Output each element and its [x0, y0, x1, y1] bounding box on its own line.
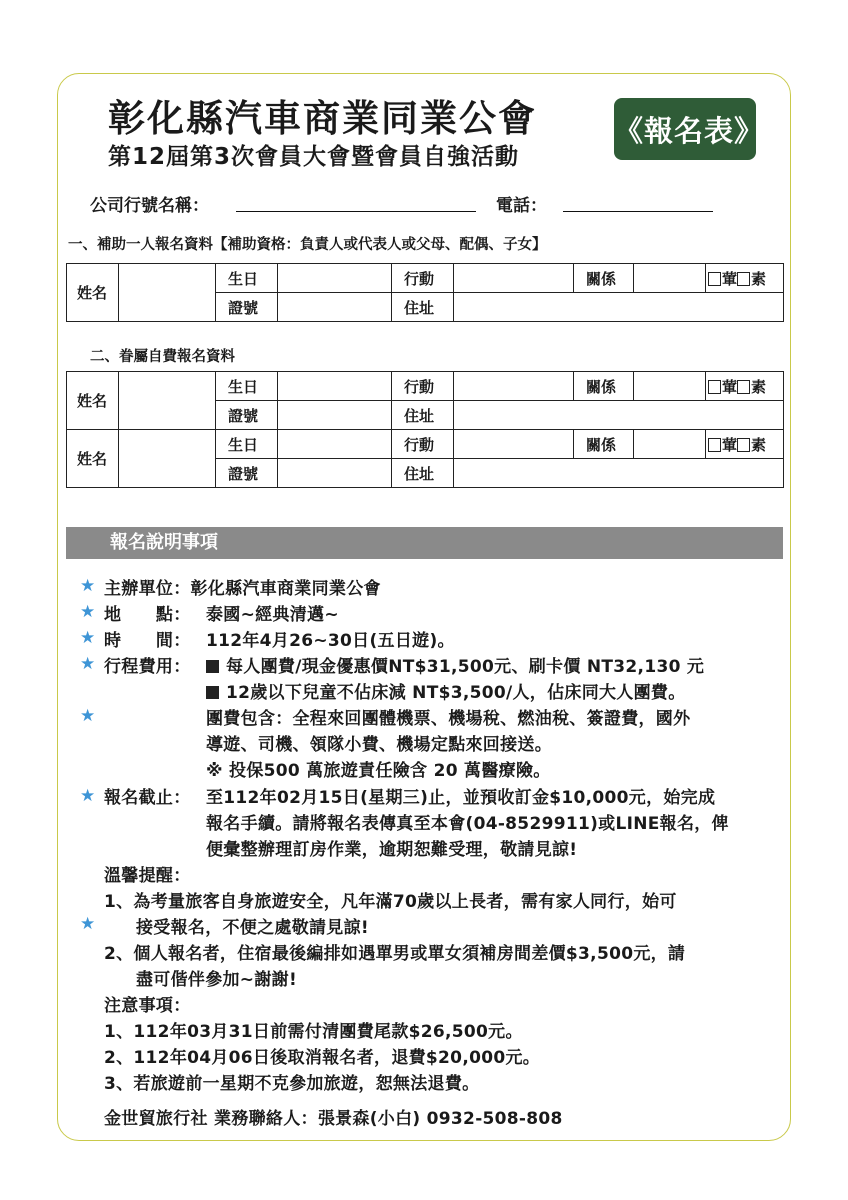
fee-line-3: 團費包含：全程來回團體機票、機場稅、燃油稅、簽證費，國外 — [206, 709, 691, 729]
star-icon: ★ — [80, 706, 96, 726]
notes-banner: 報名說明事項 — [66, 527, 783, 559]
time-value: 112年4月26~30日(五日遊)。 — [206, 631, 455, 651]
reminder-2-line-1: 2、個人報名者，住宿最後編排如遇單男或單女須補房間差價$3,500元，請 — [104, 944, 686, 964]
meal-choice — [706, 264, 784, 293]
square-bullet-icon — [206, 686, 219, 699]
attention-1: 1、112年03月31日前需付清團費尾款$26,500元。 — [104, 1022, 523, 1042]
star-icon: ★ — [80, 576, 96, 596]
veg-label: 素 — [751, 269, 767, 288]
deadline-label: 報名截止： — [104, 788, 191, 808]
address-field[interactable] — [454, 459, 784, 488]
fee-label: 行程費用： — [104, 657, 191, 677]
deadline-line-1: 至112年02月15日(星期三)止，並預收訂金$10,000元，始完成 — [206, 788, 716, 808]
meat-label: 葷 — [722, 269, 738, 288]
phone-field[interactable] — [563, 211, 713, 212]
relation-field[interactable] — [634, 264, 706, 293]
address-label: 住址 — [392, 293, 454, 322]
square-bullet-icon — [206, 660, 219, 673]
star-icon: ★ — [80, 602, 96, 622]
relation-field[interactable] — [634, 430, 706, 459]
birthday-field[interactable] — [278, 372, 392, 401]
location-value: 泰國~經典清邁~ — [206, 605, 339, 625]
reminder-1-line-2: 接受報名，不便之處敬請見諒! — [136, 918, 369, 938]
name-field[interactable] — [119, 264, 216, 322]
fee-line-2: 12歲以下兒童不佔床減 NT$3,500/人，佔床同大人團費。 — [206, 678, 686, 703]
meat-checkbox[interactable] — [708, 380, 721, 394]
attention-2: 2、112年04月06日後取消報名者，退費$20,000元。 — [104, 1048, 541, 1068]
section1-table — [66, 263, 784, 322]
id-field[interactable] — [278, 293, 392, 322]
address-field[interactable] — [454, 401, 784, 430]
birthday-label: 生日 — [216, 372, 278, 401]
name-label: 姓名 — [67, 264, 119, 322]
page-title: 彰化縣汽車商業同業公會 — [108, 97, 537, 140]
meat-checkbox[interactable] — [708, 438, 721, 452]
address-label: 住址 — [392, 459, 454, 488]
organizer: 主辦單位：彰化縣汽車商業同業公會 — [104, 579, 381, 599]
mobile-label: 行動 — [392, 430, 454, 459]
address-field[interactable] — [454, 293, 784, 322]
id-field[interactable] — [278, 459, 392, 488]
section1-title: 一、補助一人報名資料【補助資格：負責人或代表人或父母、配偶、子女】 — [68, 237, 547, 253]
phone-label: 電話： — [496, 196, 547, 216]
meat-checkbox[interactable] — [708, 272, 721, 286]
relation-field[interactable] — [634, 372, 706, 401]
attention-3: 3、若旅遊前一星期不克參加旅遊，恕無法退費。 — [104, 1074, 480, 1094]
fee-line-5: ※ 投保500 萬旅遊責任險含 20 萬醫療險。 — [206, 761, 551, 781]
mobile-field[interactable] — [454, 264, 574, 293]
section2-title: 二、眷屬自費報名資料 — [90, 349, 235, 365]
veg-label: 素 — [751, 435, 767, 454]
time-label: 時 間： — [104, 631, 191, 651]
name-field[interactable] — [119, 430, 216, 488]
reminder-2-line-2: 盡可偕伴參加~謝謝! — [136, 970, 297, 990]
veg-checkbox[interactable] — [737, 272, 750, 286]
star-icon: ★ — [80, 628, 96, 648]
fee-line-1: 每人團費/現金優惠價NT$31,500元、刷卡價 NT32,130 元 — [206, 652, 704, 677]
relation-label: 關係 — [574, 430, 634, 459]
birthday-label: 生日 — [216, 264, 278, 293]
deadline-line-3: 便彙整辦理訂房作業，逾期恕難受理，敬請見諒! — [206, 840, 578, 860]
veg-checkbox[interactable] — [737, 438, 750, 452]
name-label: 姓名 — [67, 430, 119, 488]
mobile-field[interactable] — [454, 372, 574, 401]
section2-table — [66, 371, 784, 488]
attention-title: 注意事項： — [104, 996, 191, 1016]
birthday-field[interactable] — [278, 430, 392, 459]
id-label: 證號 — [216, 293, 278, 322]
company-label: 公司行號名稱： — [90, 196, 209, 216]
id-label: 證號 — [216, 401, 278, 430]
address-label: 住址 — [392, 401, 454, 430]
mobile-field[interactable] — [454, 430, 574, 459]
star-icon: ★ — [80, 914, 96, 934]
name-label: 姓名 — [67, 372, 119, 430]
location-label: 地 點： — [104, 605, 191, 625]
page-subtitle: 第12屆第3次會員大會暨會員自強活動 — [108, 144, 520, 170]
meat-label: 葷 — [722, 377, 738, 396]
company-field[interactable] — [236, 211, 476, 212]
veg-checkbox[interactable] — [737, 380, 750, 394]
birthday-field[interactable] — [278, 264, 392, 293]
deadline-line-2: 報名手續。請將報名表傳真至本會(04-8529911)或LINE報名，俾 — [206, 814, 729, 834]
reminder-1-line-1: 1、為考量旅客自身旅遊安全，凡年滿70歲以上長者，需有家人同行，始可 — [104, 892, 677, 912]
relation-label: 關係 — [574, 264, 634, 293]
id-label: 證號 — [216, 459, 278, 488]
birthday-label: 生日 — [216, 430, 278, 459]
star-icon: ★ — [80, 654, 96, 674]
reminder-title: 溫馨提醒： — [104, 866, 191, 886]
star-icon: ★ — [80, 786, 96, 806]
registration-form-badge: 《報名表》 — [614, 98, 756, 160]
mobile-label: 行動 — [392, 372, 454, 401]
meal-choice — [706, 372, 784, 401]
mobile-label: 行動 — [392, 264, 454, 293]
meal-choice — [706, 430, 784, 459]
veg-label: 素 — [751, 377, 767, 396]
relation-label: 關係 — [574, 372, 634, 401]
name-field[interactable] — [119, 372, 216, 430]
meat-label: 葷 — [722, 435, 738, 454]
id-field[interactable] — [278, 401, 392, 430]
contact-line: 金世貿旅行社 業務聯絡人：張景森(小白) 0932-508-808 — [104, 1109, 563, 1129]
fee-line-4: 導遊、司機、領隊小費、機場定點來回接送。 — [206, 735, 552, 755]
